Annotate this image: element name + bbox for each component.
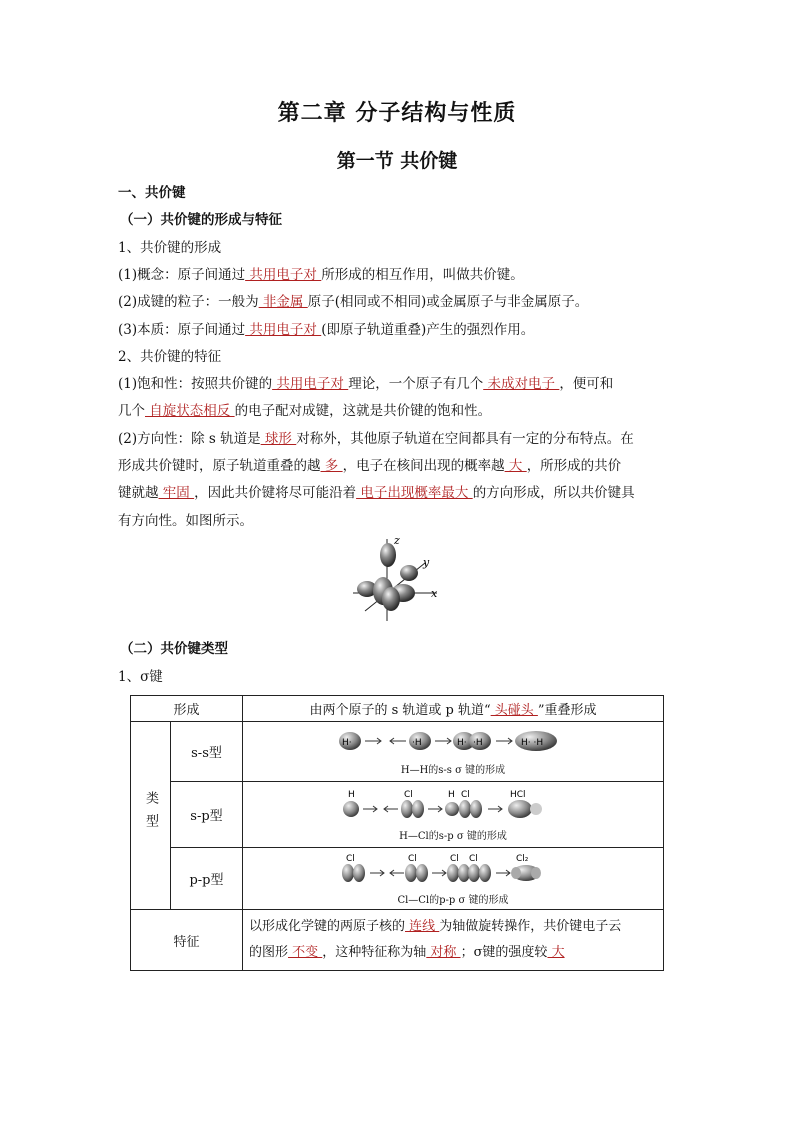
atom-label: H· (457, 737, 467, 748)
pp-label: p-p型 (171, 848, 243, 910)
answer-fill: 连线 (405, 919, 440, 934)
p-lobe (459, 800, 471, 818)
para-direction-2 (118, 457, 678, 475)
arrow-icon (384, 806, 398, 812)
pp-overlap-figure (338, 852, 568, 884)
sigma-title: 1、σ键 (118, 669, 163, 685)
atom-label: Cl (404, 789, 413, 800)
text: 的电子配对成键，这就是共价键的饱和性。 (234, 403, 492, 419)
para-formation-title: 1、共价键的形成 (118, 240, 222, 256)
text: (2)成键的粒子：一般为 (118, 294, 259, 310)
arrow-icon (488, 806, 502, 812)
atom-label: H (348, 789, 355, 800)
p-lobe (405, 864, 417, 882)
arrow-icon (432, 870, 446, 876)
text: 几个 (118, 403, 145, 419)
arrow-icon (496, 738, 512, 744)
para-direction-3 (118, 484, 678, 502)
para-direction-4: 有方向性。如图所示。 (118, 513, 253, 529)
arrow-icon (370, 870, 384, 876)
text: (3)本质：原子间通过 (118, 322, 246, 338)
heading-formation-features: （一）共价键的形成与特征 (120, 212, 282, 228)
feature-desc (243, 910, 664, 971)
answer-fill: 未成对电子 (483, 376, 560, 392)
answer-fill: 非金属 (258, 294, 308, 310)
p-lobe (479, 864, 491, 882)
text: 由两个原子的 s 轨道或 p 轨道“ (309, 703, 491, 718)
answer-fill: 共用电子对 (245, 322, 322, 338)
feature-line-1 (249, 914, 657, 940)
sp-caption: H—Cl的s-p σ 键的形成 (399, 830, 507, 842)
sp-label: s-p型 (171, 782, 243, 848)
text: (1)概念：原子间通过 (118, 267, 246, 283)
answer-fill: 电子出现概率最大 (356, 485, 473, 501)
p-lobe (353, 864, 365, 882)
text: 形成共价键时，原子轨道重叠的越 (118, 458, 321, 474)
para-particles (118, 293, 678, 311)
axis-label-x: x (431, 587, 438, 600)
para-saturation-2 (118, 402, 678, 420)
chapter-title: 第二章 分子结构与性质 (277, 100, 517, 126)
para-direction-1 (118, 430, 678, 448)
atom-label: H (448, 789, 455, 800)
formation-label: 形成 (131, 696, 243, 722)
text: 键就越 (118, 485, 159, 501)
h-atom (343, 801, 359, 817)
arrow-icon (390, 870, 404, 876)
heading-bond-types: （二）共价键类型 (120, 641, 228, 657)
p-lobe (401, 800, 413, 818)
atom-label: Cl (408, 853, 417, 864)
text: 对称外，其他原子轨道在空间都具有一定的分布特点。在 (296, 431, 634, 447)
orbital-lobe (400, 565, 418, 581)
type-label-text: 类型 (143, 790, 158, 837)
text: 理论，一个原子有几个 (348, 376, 484, 392)
hcl-lobe (530, 803, 542, 815)
ss-caption: H—H的s-s σ 键的形成 (400, 764, 506, 776)
feature-line-2 (249, 940, 657, 966)
type-label (131, 722, 171, 910)
axis-label-y: y (423, 556, 430, 569)
arrow-icon (363, 806, 377, 812)
orbital-lobe (382, 587, 400, 611)
text: ，这种特征称为轴 (322, 945, 427, 960)
hcl-molecule (508, 800, 532, 818)
sp-diagram (243, 782, 664, 848)
ss-diagram (243, 722, 664, 782)
answer-fill: 自旋状态相反 (145, 403, 235, 419)
text: ，便可和 (559, 376, 614, 392)
para-saturation-1 (118, 375, 678, 393)
arrow-icon (365, 738, 381, 744)
answer-fill: 对称 (426, 945, 461, 960)
heading-covalent-bond: 一、共价键 (118, 185, 186, 201)
arrow-icon (390, 738, 406, 744)
text: 原子(相同或不相同)或金属原子与非金属原子。 (307, 294, 589, 310)
cl2-lobe (511, 867, 521, 879)
h-atom (445, 802, 459, 816)
answer-fill: 头碰头 (490, 703, 538, 718)
text: 为轴做旋转操作，共价键电子云 (439, 919, 622, 934)
para-features-title: 2、共价键的特征 (118, 349, 222, 365)
atom-label: Cl₂ (516, 853, 529, 864)
atom-label: H· (342, 737, 352, 748)
p-lobe (470, 800, 482, 818)
atom-label: Cl (450, 853, 459, 864)
atom-label: H· ·H (521, 737, 544, 748)
sp-overlap-figure (338, 788, 568, 820)
axis-label-z: z (394, 534, 400, 547)
atom-label: HCl (510, 789, 526, 800)
text: (即原子轨道重叠)产生的强烈作用。 (321, 322, 535, 338)
text: 所形成的相互作用，叫做共价键。 (321, 267, 524, 283)
text: ；σ键的强度较 (460, 945, 548, 960)
p-lobe (342, 864, 354, 882)
text: (2)方向性：除 s 轨道是 (118, 431, 261, 447)
cl2-lobe (531, 867, 541, 879)
answer-fill: 大 (504, 458, 527, 474)
text: ，电子在核间出现的概率越 (342, 458, 505, 474)
pp-caption: Cl—Cl的p-p σ 键的形成 (397, 894, 509, 906)
formation-desc (243, 696, 664, 722)
p-lobe (412, 800, 424, 818)
atom-label: Cl (346, 853, 355, 864)
answer-fill: 球形 (260, 431, 297, 447)
sigma-bond-table (130, 695, 664, 971)
text: 的方向形成，所以共价键具 (472, 485, 635, 501)
feature-label: 特征 (131, 910, 243, 971)
p-orbital-figure (345, 533, 445, 625)
atom-label: Cl (469, 853, 478, 864)
atom-label: Cl (461, 789, 470, 800)
answer-fill: 牢固 (158, 485, 195, 501)
text: ”重叠形成 (537, 703, 597, 718)
atom-label: ·H (473, 737, 483, 748)
answer-fill: 多 (320, 458, 343, 474)
p-lobe (468, 864, 480, 882)
text: 以形成化学键的两原子核的 (249, 919, 406, 934)
text: 的图形 (249, 945, 289, 960)
answer-fill: 不变 (288, 945, 323, 960)
p-lobe (447, 864, 459, 882)
answer-fill: 共用电子对 (272, 376, 349, 392)
text: ，所形成的共价 (526, 458, 622, 474)
answer-fill: 大 (547, 945, 565, 960)
para-essence (118, 321, 678, 339)
answer-fill: 共用电子对 (245, 267, 322, 283)
arrow-icon (435, 738, 451, 744)
para-concept (118, 266, 678, 284)
p-lobe (416, 864, 428, 882)
pp-diagram (243, 848, 664, 910)
text: ，因此共价键将尽可能沿着 (194, 485, 357, 501)
arrow-icon (428, 806, 442, 812)
arrow-icon (496, 870, 510, 876)
text: (1)饱和性：按照共价键的 (118, 376, 273, 392)
atom-label: ·H (412, 737, 422, 748)
ss-label: s-s型 (171, 722, 243, 782)
ss-overlap-figure (338, 728, 568, 754)
section-title: 第一节 共价键 (336, 150, 458, 172)
